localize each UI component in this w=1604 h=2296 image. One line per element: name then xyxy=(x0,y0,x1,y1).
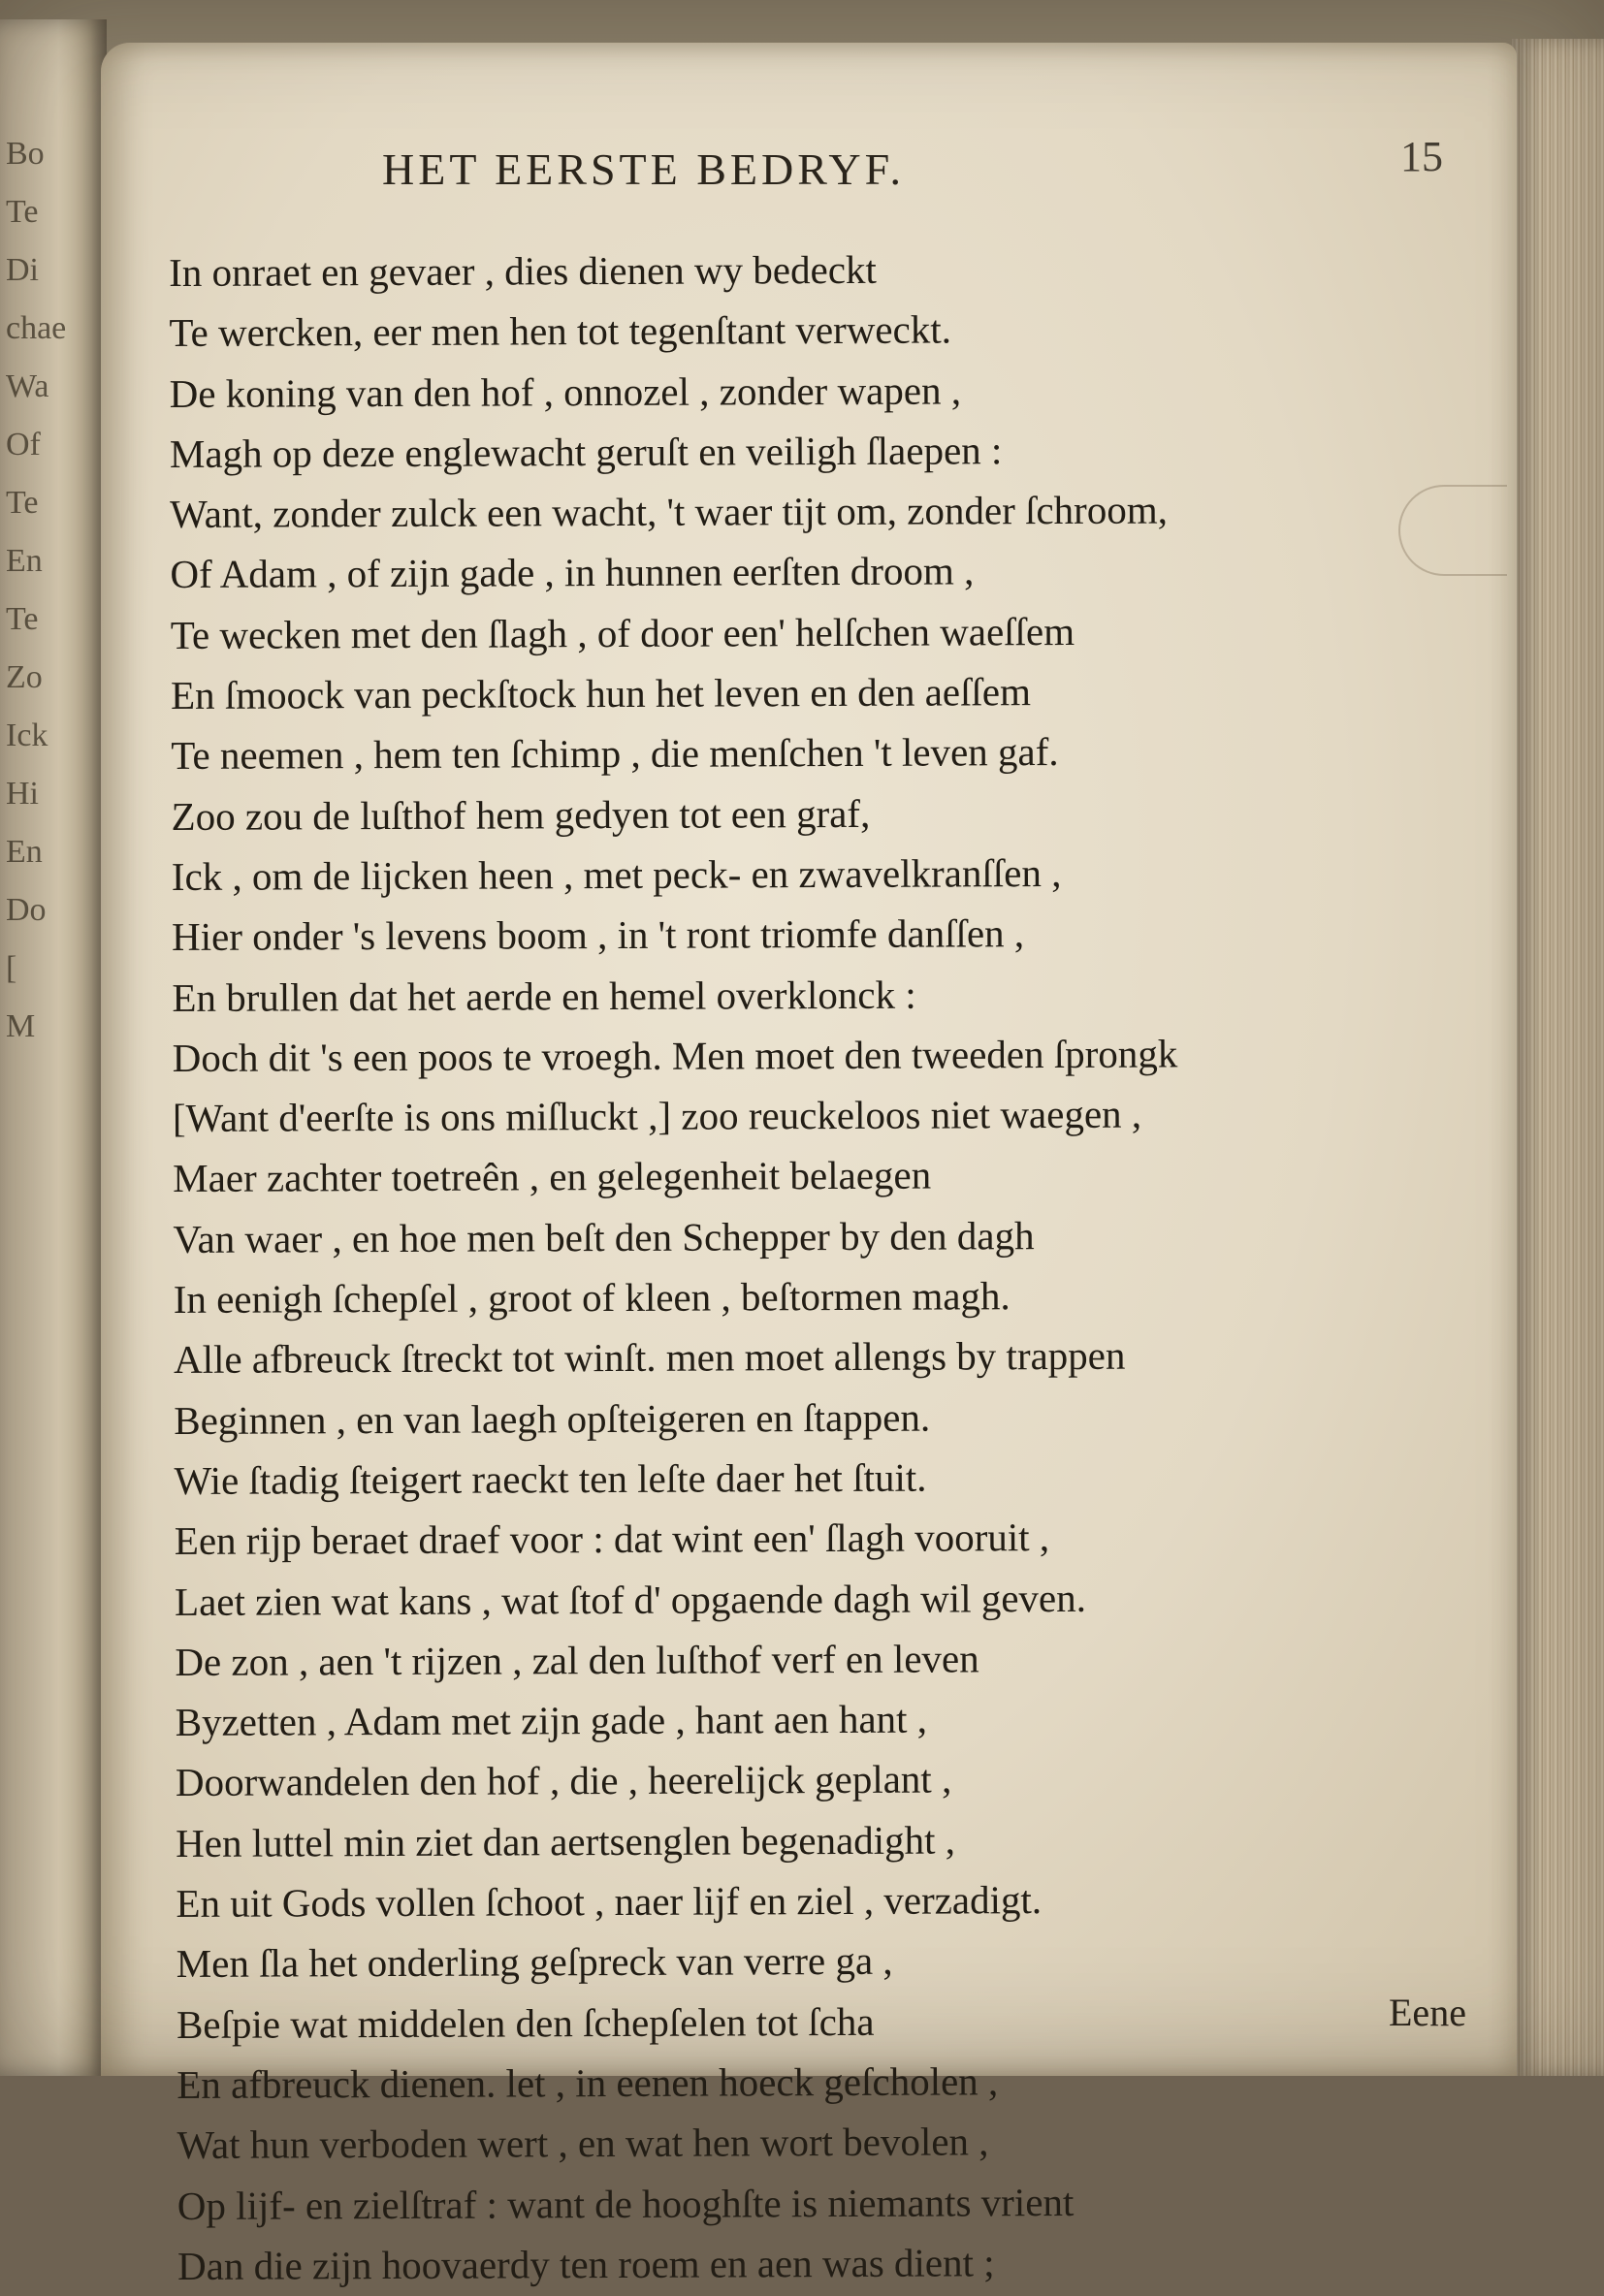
verse-line: In eenigh ſchepſel , groot of kleen , beſtormen magh. xyxy=(173,1273,1011,1323)
left-page-fragment: [ xyxy=(6,950,17,986)
verse-line: De zon , aen 't rijzen , zal den luſthof verf en leven xyxy=(175,1636,979,1684)
left-page-fragment: Hi xyxy=(6,776,39,812)
page-number: 15 xyxy=(1400,133,1443,180)
verse-line: Doch dit 's een poos te vroegh. Men moet den tweeden ſprongk xyxy=(172,1031,1178,1080)
verse-line: Of Adam , of zijn gade , in hunnen eerſten droom , xyxy=(170,548,975,597)
left-page-fragment: Do xyxy=(6,892,47,928)
facing-page-left xyxy=(0,19,107,2076)
left-page-fragment: Te xyxy=(6,194,39,230)
verse-line: En uit Gods vollen ſchoot , naer lijf en ziel , verzadigt. xyxy=(176,1877,1043,1926)
verse-line: Te neemen , hem ten ſchimp , die menſchen 't leven gaf. xyxy=(171,729,1059,779)
verse-line: Byzetten , Adam met zijn gade , hant aen hant , xyxy=(175,1696,928,1745)
verse-line: Doorwandelen den hof , die , heerelijck geplant , xyxy=(175,1756,952,1805)
left-page-fragment: En xyxy=(6,543,43,579)
verse-text xyxy=(169,237,1467,2296)
verse-line: Te wecken met den ſlagh , of door een' helſchen waeſſem xyxy=(170,608,1075,657)
left-page-fragment: Bo xyxy=(6,136,45,172)
verse-line: Men ſla het onderling geſpreck van verre ga , xyxy=(176,1938,893,1987)
verse-line: Maer zachter toetreên , en gelegenheit belaegen xyxy=(173,1153,932,1201)
verse-line: En brullen dat het aerde en hemel overklonck : xyxy=(172,972,916,1020)
verse-line: Hier onder 's levens boom , in 't ront triomfe danſſen , xyxy=(172,910,1025,960)
verse-line: Een rijp beraet draef voor : dat wint een' ſlagh vooruit , xyxy=(174,1515,1050,1564)
verse-line: Laet zien wat kans , wat ſtof d' opgaende dagh wil geven. xyxy=(175,1575,1087,1624)
left-page-fragment: Te xyxy=(6,601,39,637)
left-page-fragment: M xyxy=(6,1008,36,1044)
running-head: HET EERSTE BEDRYF. xyxy=(382,144,906,194)
left-page-fragment: Te xyxy=(6,485,39,521)
verse-line: En ſmoock van peckſtock hun het leven en den aeſſem xyxy=(170,669,1032,718)
left-page-fragment: Wa xyxy=(6,368,49,404)
verse-line: En afbreuck dienen. let , in eenen hoeck geſcholen , xyxy=(176,2058,999,2107)
verse-line: In onraet en gevaer , dies dienen wy bedeckt xyxy=(169,246,877,295)
verse-line: Op lijf- en zielſtraf : want de hooghſte is niemants vrient xyxy=(176,2179,1075,2228)
verse-line: De koning van den hof , onnozel , zonder wapen , xyxy=(169,367,962,416)
verse-line: Wat hun verboden wert , en wat hen wort bevolen , xyxy=(176,2119,989,2168)
left-page-fragment: Di xyxy=(6,252,39,288)
book-page xyxy=(101,43,1517,2288)
left-page-fragment: Of xyxy=(6,427,41,462)
verse-line: Dan die zijn hoovaerdy ten roem en aen was dient ; xyxy=(177,2240,995,2288)
catchword: Eene xyxy=(1389,1991,1466,2034)
verse-line: Hen luttel min ziet dan aertsenglen begenadight , xyxy=(176,1817,956,1866)
verse-line: Alle afbreuck ſtreckt tot winſt. men moet allengs by trappen xyxy=(173,1333,1126,1383)
left-page-fragment: En xyxy=(6,834,43,870)
verse-line: Beginnen , en van laegh opſteigeren en ſtappen. xyxy=(174,1394,931,1443)
verse-line: Want, zonder zulck een wacht, 't waer tijt om, zonder ſchroom, xyxy=(170,487,1169,537)
verse-line: Te wercken, eer men hen tot tegenſtant verweckt. xyxy=(169,306,952,356)
book-fore-edge xyxy=(1512,39,1604,2076)
left-page-fragment: chae xyxy=(6,310,67,346)
verse-line: Ick , om de lijcken heen , met peck- en zwavelkranſſen , xyxy=(171,849,1062,899)
left-page-fragment: Zo xyxy=(6,659,43,695)
verse-line: Zoo zou de luſthof hem gedyen tot een graf, xyxy=(171,790,871,839)
verse-line: Magh op deze englewacht geruſt en veiligh ſlaepen : xyxy=(169,428,1003,476)
verse-line: Wie ſtadig ſteigert raeckt ten leſte daer het ſtuit. xyxy=(174,1454,927,1503)
verse-line: [Want d'eerſte is ons miſluckt ,] zoo reuckeloos niet waegen , xyxy=(172,1091,1142,1141)
left-page-fragment: Ick xyxy=(6,718,48,753)
verse-line: Beſpie wat middelen den ſchepſelen tot ſcha xyxy=(176,1998,875,2047)
verse-line: Van waer , en hoe men beſt den Schepper by den dagh xyxy=(173,1212,1035,1261)
